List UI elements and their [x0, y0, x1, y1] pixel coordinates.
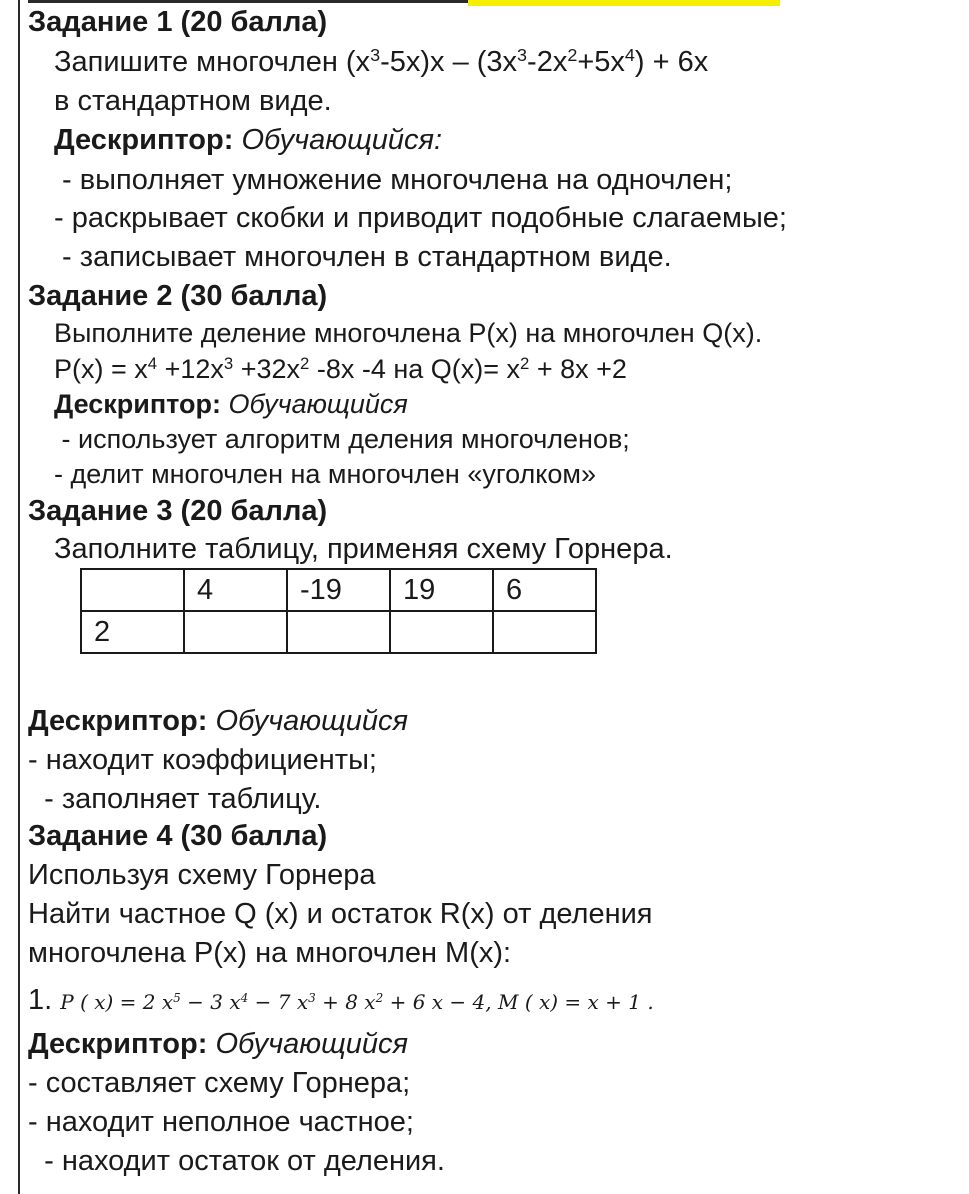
top-border	[28, 0, 468, 3]
table-row	[81, 611, 596, 653]
task1-text: в стандартном виде.	[54, 85, 332, 117]
task2-heading: Задание 2 (30 балла)	[28, 280, 328, 312]
task3-text: Заполните таблицу, применяя схему Горнера.	[54, 533, 673, 565]
task1-heading: Задание 1 (20 балла)	[28, 6, 328, 38]
task4-formula: 1. P ( x) = 2 $x^5 - 3$ $x^4 - 7$ $x^3 + 8$ $x^2 + 6$ x − 4, M ( x) = x + 1 .	[28, 984, 654, 1016]
table-row	[81, 569, 596, 611]
table-cell: 6	[493, 569, 596, 611]
highlight-mark	[468, 0, 780, 6]
task4-heading: Задание 4 (30 балла)	[28, 820, 328, 852]
task1-item: - раскрывает скобки и приводит подобные слагаемые;	[54, 202, 787, 234]
task3-heading: Задание 3 (20 балла)	[28, 495, 328, 527]
table-cell: 4	[184, 569, 287, 611]
task4-item: - находит неполное частное;	[28, 1106, 414, 1138]
task4-text: многочлена P(x) на многочлен M(x):	[28, 937, 512, 969]
table-cell	[390, 611, 493, 653]
table-cell	[287, 611, 390, 653]
task1-descriptor: Дескриптор: Обучающийся:	[54, 124, 443, 156]
task2-item: - делит многочлен на многочлен «уголком»	[54, 459, 596, 489]
task4-text: Используя схему Горнера	[28, 859, 376, 891]
task3-item: - заполняет таблицу.	[28, 783, 322, 815]
horner-table	[80, 568, 597, 654]
task4-item: - составляет схему Горнера;	[28, 1067, 411, 1099]
table-cell: 2	[81, 611, 184, 653]
task4-text: Найти частное Q (x) и остаток R(x) от деления	[28, 898, 653, 930]
task3-item: - находит коэффициенты;	[28, 744, 377, 776]
table-cell	[184, 611, 287, 653]
task3-descriptor: Дескриптор: Обучающийся	[28, 705, 409, 737]
task2-descriptor: Дескриптор: Обучающийся	[54, 389, 408, 419]
task1-item: - записывает многочлен в стандартном виде.	[54, 241, 672, 273]
table-cell	[81, 569, 184, 611]
table-cell	[493, 611, 596, 653]
task1-expression: Запишите многочлен $(x^3-5x)x - (3x^3-2x^2+5x^4) + 6x$	[54, 45, 709, 78]
task4-item: - находит остаток от деления.	[28, 1145, 445, 1177]
left-border	[18, 0, 20, 1194]
table-cell: 19	[390, 569, 493, 611]
task4-descriptor: Дескриптор: Обучающийся	[28, 1028, 409, 1060]
task2-text: Выполните деление многочлена P(x) на многочлен Q(x).	[54, 318, 763, 348]
task2-item: - использует алгоритм деления многочленов;	[54, 424, 630, 454]
table-cell: -19	[287, 569, 390, 611]
task2-polynomials: $P(x) = x^4 +12x^3 +32x^2$ -8x -4 на $Q(x)= x^2 + 8x +2$	[54, 353, 627, 384]
task1-item: - выполняет умножение многочлена на одночлен;	[54, 164, 733, 196]
